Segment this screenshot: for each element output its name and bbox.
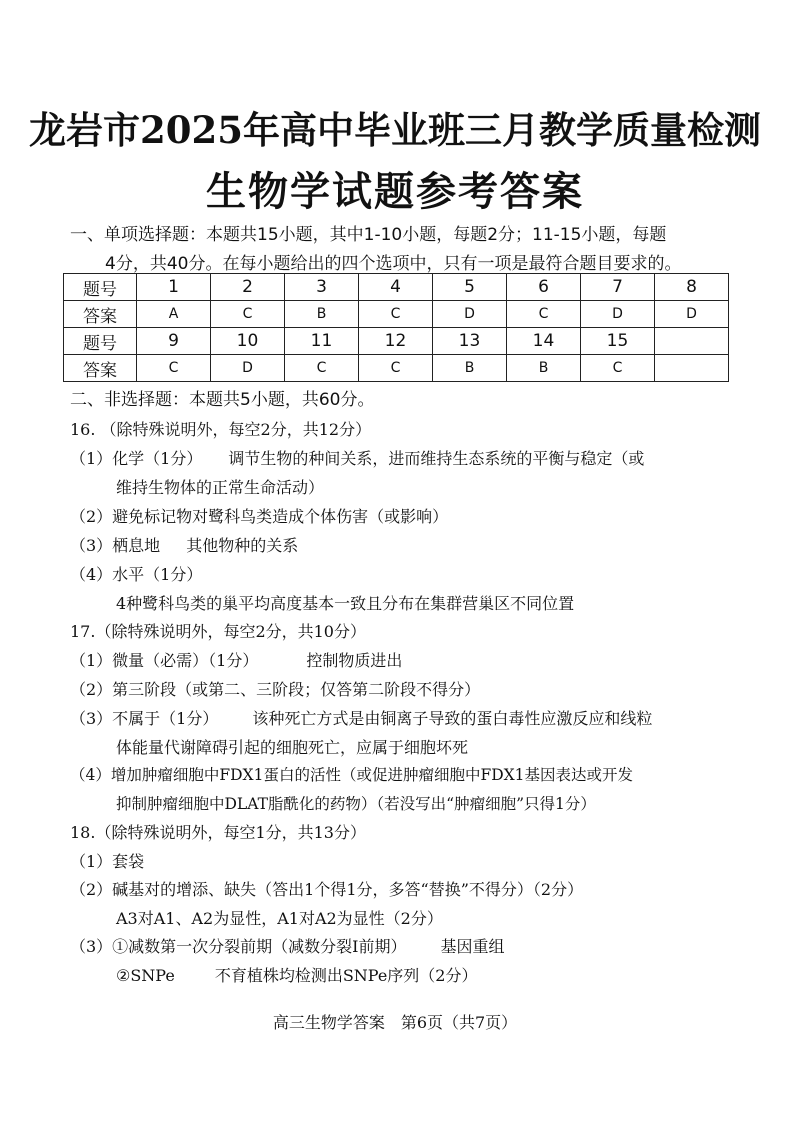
- table-cell: B: [285, 301, 359, 328]
- q17-answer-4b: 抑制肿瘤细胞中DLAT脂酰化的药物）（若没写出“肿瘤细胞”只得1分）: [116, 795, 596, 813]
- answer-key-title: 生物学试题参考答案: [206, 168, 584, 215]
- table-cell: C: [359, 301, 433, 328]
- q16-answer-1b: 调节生物的种间关系，进而维持生态系统的平衡与稳定（或: [228, 449, 645, 468]
- answer-row: [64, 301, 729, 328]
- q18-answer-3c: [116, 963, 478, 986]
- table-cell: 11: [285, 328, 359, 355]
- table-cell: D: [581, 301, 655, 328]
- table-cell: 12: [359, 328, 433, 355]
- section1-line1: 一、单项选择题：本题共15小题，其中1-10小题，每题2分；11-15小题，每题: [70, 225, 667, 245]
- q16-answer-3: [70, 533, 298, 556]
- table-cell: 8: [655, 274, 729, 301]
- section2-heading: 二、非选择题：本题共5小题，共60分。: [70, 390, 375, 410]
- q18-answer-2: （2）碱基对的增添、缺失（答出1个得1分，多答“替换”不得分）（2分）: [70, 880, 584, 899]
- multiple-choice-answer-table: [63, 273, 729, 382]
- table-cell: C: [211, 301, 285, 328]
- table-cell: D: [655, 301, 729, 328]
- q16-answer-1a: （1）化学（1分）: [70, 449, 203, 468]
- q17-answer-4a: （4）增加肿瘤细胞中FDX1蛋白的活性（或促进肿瘤细胞中FDX1基因表达或开发: [70, 766, 634, 784]
- q16-answer-2: （2）避免标记物对鹭科鸟类造成个体伤害（或影响）: [70, 507, 449, 526]
- table-cell: 14: [507, 328, 581, 355]
- row-label: 题号: [64, 328, 137, 355]
- q18-answer-3c-label: ②SNPe: [116, 966, 175, 985]
- table-cell: 9: [137, 328, 211, 355]
- q18-answer-2b: A3对A1、A2为显性，A1对A2为显性（2分）: [116, 909, 443, 928]
- table-cell: 4: [359, 274, 433, 301]
- table-cell: C: [507, 301, 581, 328]
- table-cell: 3: [285, 274, 359, 301]
- q17-answer-1a: （1）微量（必需）（1分）: [70, 651, 259, 670]
- q17-heading: 17.（除特殊说明外，每空2分，共10分）: [70, 622, 366, 641]
- question-number-row: [64, 274, 729, 301]
- q17-answer-3: [70, 706, 652, 729]
- q18-answer-3b: 基因重组: [440, 937, 505, 956]
- table-cell: C: [137, 355, 211, 382]
- table-cell: [655, 355, 729, 382]
- table-cell: 13: [433, 328, 507, 355]
- table-cell: 15: [581, 328, 655, 355]
- table-cell: [655, 328, 729, 355]
- table-cell: A: [137, 301, 211, 328]
- row-label: 题号: [64, 274, 137, 301]
- table-cell: 1: [137, 274, 211, 301]
- table-cell: B: [433, 355, 507, 382]
- table-cell: C: [359, 355, 433, 382]
- q17-answer-3c: 体能量代谢障碍引起的细胞死亡，应属于细胞坏死: [116, 738, 469, 757]
- section1-instructions: [70, 221, 730, 279]
- row-label: 答案: [64, 301, 137, 328]
- q18-answer-3: [70, 934, 505, 957]
- table-cell: 7: [581, 274, 655, 301]
- q17-answer-1: [70, 648, 402, 671]
- q16-answer-1c: 维持生物体的正常生命活动）: [116, 478, 325, 497]
- table-cell: 6: [507, 274, 581, 301]
- q16-answer-4b: 4种鹭科鸟类的巢平均高度基本一致且分布在集群营巢区不同位置: [116, 594, 575, 613]
- row-label: 答案: [64, 355, 137, 382]
- q16-answer-4: （4）水平（1分）: [70, 565, 203, 584]
- q17-answer-3b: 该种死亡方式是由铜离子导致的蛋白毒性应激反应和线粒: [252, 709, 653, 728]
- table-cell: B: [507, 355, 581, 382]
- q16-answer-1: [70, 446, 644, 469]
- table-cell: C: [581, 355, 655, 382]
- q17-answer-1b: 控制物质进出: [306, 651, 403, 670]
- page-footer: 高三生物学答案 第6页（共7页）: [272, 1013, 518, 1032]
- q18-answer-1: （1）套袋: [70, 852, 145, 871]
- q16-answer-3a: （3）栖息地: [70, 536, 161, 555]
- table-cell: 2: [211, 274, 285, 301]
- answer-row: [64, 355, 729, 382]
- q17-answer-2: （2）第三阶段（或第二、三阶段；仅答第二阶段不得分）: [70, 680, 481, 699]
- table-cell: 10: [211, 328, 285, 355]
- q18-answer-3d: 不育植株均检测出SNPe序列（2分）: [214, 966, 478, 985]
- q17-answer-3a: （3）不属于（1分）: [70, 709, 219, 728]
- q16-heading: 16. （除特殊说明外，每空2分，共12分）: [70, 420, 372, 439]
- table-cell: D: [211, 355, 285, 382]
- q16-answer-3b: 其他物种的关系: [186, 536, 299, 555]
- q18-heading: 18.（除特殊说明外，每空1分，共13分）: [70, 823, 366, 842]
- table-cell: D: [433, 301, 507, 328]
- section1-line2: 4分，共40分。在每小题给出的四个选项中，只有一项是最符合题目要求的。: [105, 254, 682, 274]
- q18-answer-3a: （3）①减数第一次分裂前期（减数分裂Ⅰ前期）: [70, 937, 407, 956]
- question-number-row: [64, 328, 729, 355]
- exam-title: 龙岩市2025年高中毕业班三月教学质量检测: [29, 108, 761, 152]
- table-cell: C: [285, 355, 359, 382]
- table-cell: 5: [433, 274, 507, 301]
